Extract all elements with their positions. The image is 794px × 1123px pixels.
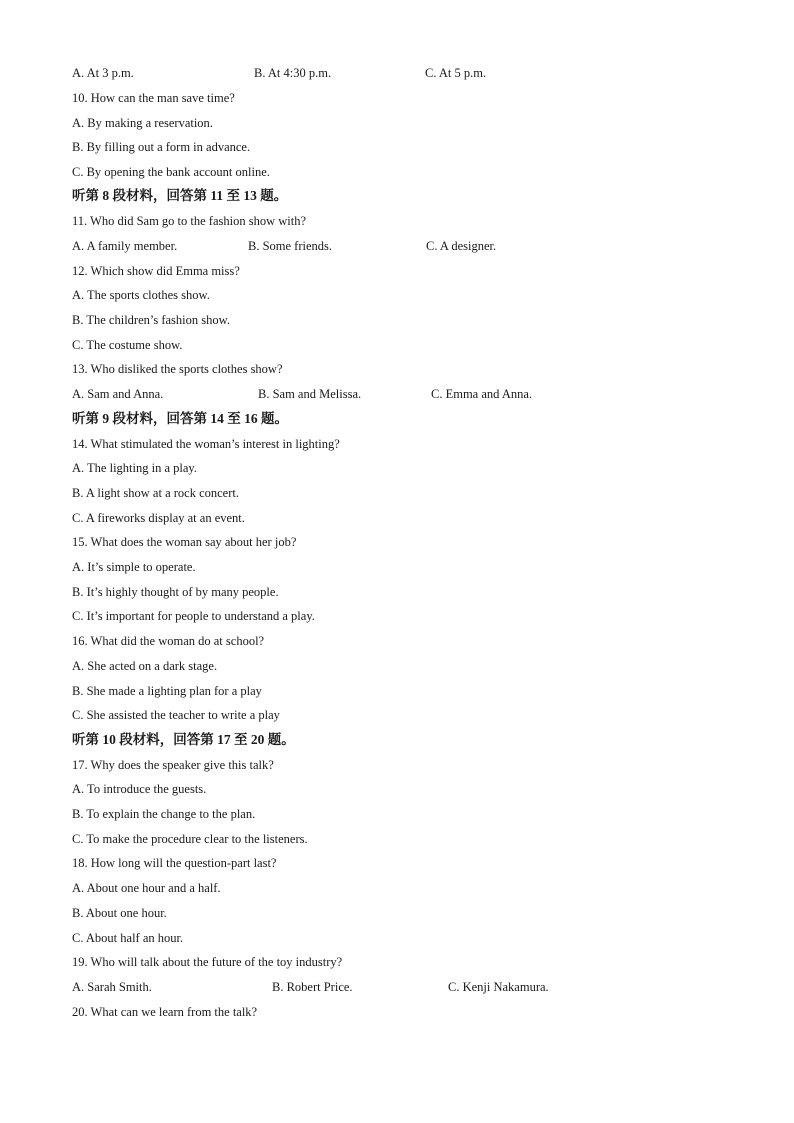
q12-option-c: C. The costume show. bbox=[72, 338, 183, 352]
q13-option-b: B. Sam and Melissa. bbox=[258, 387, 362, 401]
q10-option-b: B. By filling out a form in advance. bbox=[72, 140, 251, 154]
q12-option-a: A. The sports clothes show. bbox=[72, 288, 210, 302]
q19-option-a: A. Sarah Smith. bbox=[72, 980, 152, 994]
q16-option-a: A. She acted on a dark stage. bbox=[72, 659, 218, 673]
q14-option-b: B. A light show at a rock concert. bbox=[72, 486, 239, 500]
q10-question: 10. How can the man save time? bbox=[72, 91, 235, 105]
q10-option-a: A. By making a reservation. bbox=[72, 116, 213, 130]
q15-option-a: A. It’s simple to operate. bbox=[72, 560, 196, 574]
q11-option-b: B. Some friends. bbox=[248, 239, 333, 253]
q16-option-c: C. She assisted the teacher to write a play bbox=[72, 708, 280, 722]
q9-option-a: A. At 3 p.m. bbox=[72, 66, 134, 80]
q9-option-c: C. At 5 p.m. bbox=[425, 66, 487, 80]
q11-question: 11. Who did Sam go to the fashion show with? bbox=[72, 214, 307, 228]
q17-option-a: A. To introduce the guests. bbox=[72, 782, 207, 796]
q12-question: 12. Which show did Emma miss? bbox=[72, 264, 240, 278]
q18-option-b: B. About one hour. bbox=[72, 906, 167, 920]
q18-question: 18. How long will the question-part last? bbox=[72, 856, 277, 870]
q16-option-b: B. She made a lighting plan for a play bbox=[72, 684, 262, 698]
q13-option-c: C. Emma and Anna. bbox=[431, 387, 533, 401]
q19-option-c: C. Kenji Nakamura. bbox=[448, 980, 549, 994]
section-10-heading: 听第 10 段材料，回答第 17 至 20 题。 bbox=[72, 732, 295, 747]
q17-option-c: C. To make the procedure clear to the listeners. bbox=[72, 832, 308, 846]
q19-question: 19. Who will talk about the future of the toy industry? bbox=[72, 955, 343, 969]
q18-option-a: A. About one hour and a half. bbox=[72, 881, 221, 895]
q17-question: 17. Why does the speaker give this talk? bbox=[72, 758, 274, 772]
q20-question: 20. What can we learn from the talk? bbox=[72, 1005, 258, 1019]
q15-option-b: B. It’s highly thought of by many people. bbox=[72, 585, 279, 599]
q17-option-b: B. To explain the change to the plan. bbox=[72, 807, 256, 821]
q12-option-b: B. The children’s fashion show. bbox=[72, 313, 230, 327]
q13-option-a: A. Sam and Anna. bbox=[72, 387, 164, 401]
q19-option-b: B. Robert Price. bbox=[272, 980, 353, 994]
q18-option-c: C. About half an hour. bbox=[72, 931, 184, 945]
q15-question: 15. What does the woman say about her job? bbox=[72, 535, 297, 549]
q11-option-a: A. A family member. bbox=[72, 239, 178, 253]
q9-option-b: B. At 4:30 p.m. bbox=[254, 66, 332, 80]
q14-question: 14. What stimulated the woman’s interest in lighting? bbox=[72, 437, 340, 451]
q14-option-c: C. A fireworks display at an event. bbox=[72, 511, 245, 525]
q15-option-c: C. It’s important for people to understand a play. bbox=[72, 609, 315, 623]
section-9-heading: 听第 9 段材料，回答第 14 至 16 题。 bbox=[72, 411, 288, 426]
q13-question: 13. Who disliked the sports clothes show? bbox=[72, 362, 283, 376]
q14-option-a: A. The lighting in a play. bbox=[72, 461, 197, 475]
section-8-heading: 听第 8 段材料，回答第 11 至 13 题。 bbox=[72, 188, 288, 203]
q10-option-c: C. By opening the bank account online. bbox=[72, 165, 270, 179]
q16-question: 16. What did the woman do at school? bbox=[72, 634, 265, 648]
q11-option-c: C. A designer. bbox=[426, 239, 497, 253]
